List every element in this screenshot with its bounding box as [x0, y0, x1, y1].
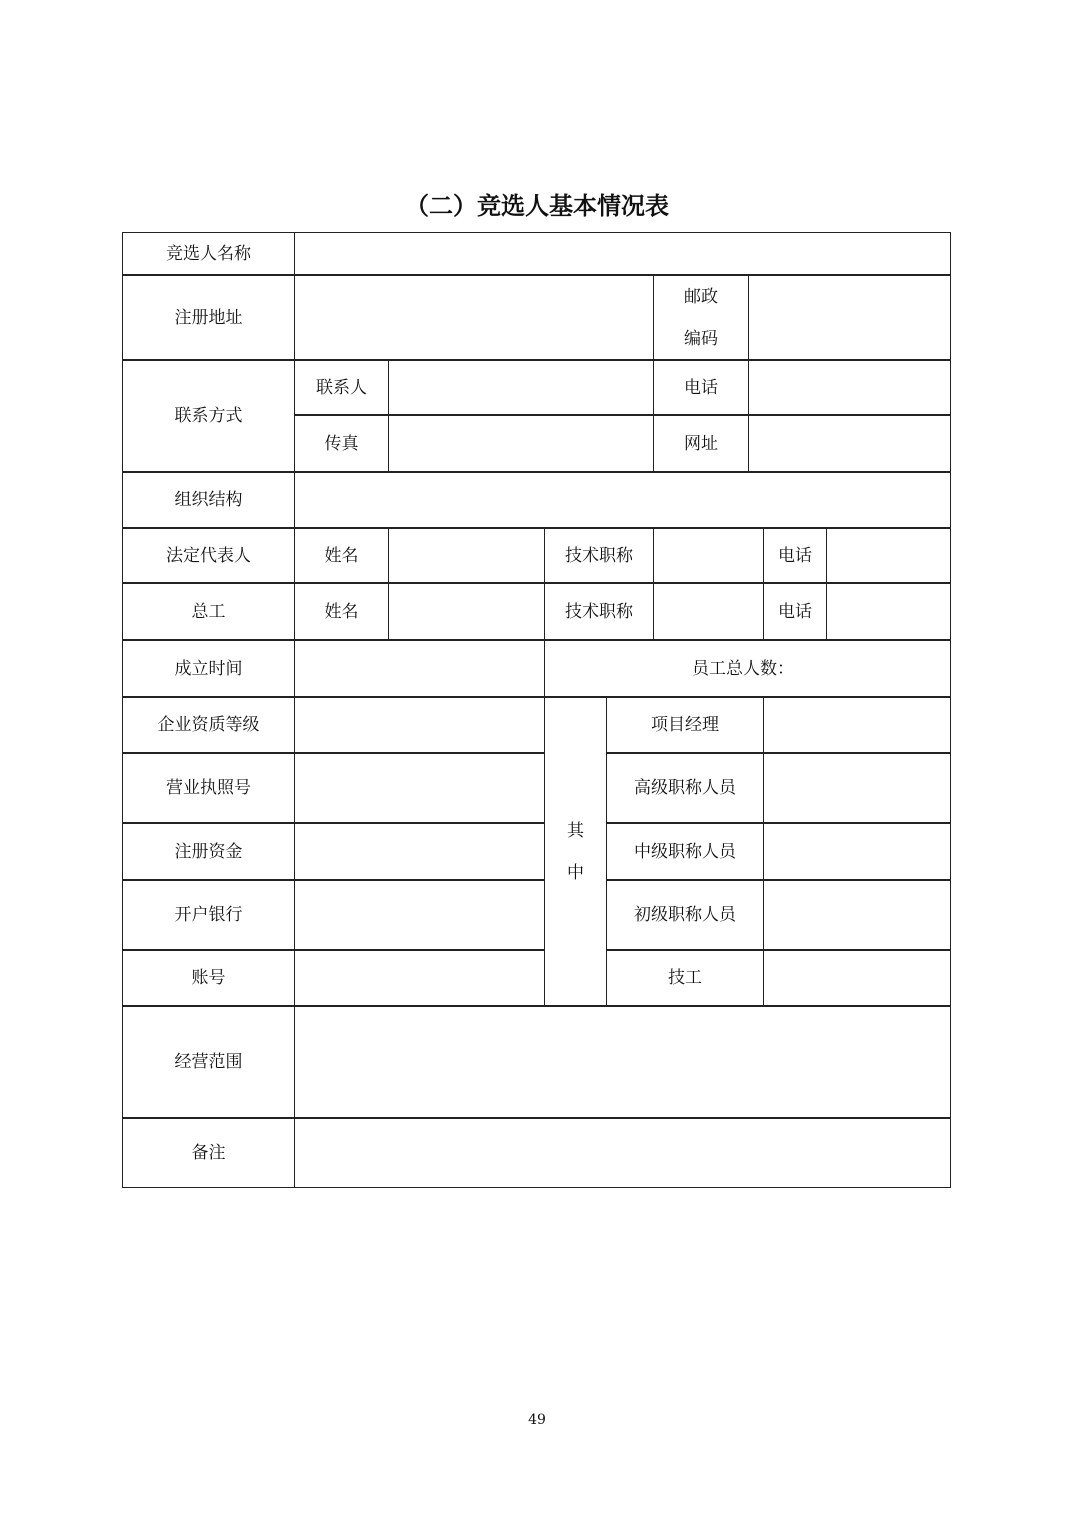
field-technician[interactable] [763, 950, 951, 1006]
label-senior-title: 高级职称人员 [606, 753, 764, 823]
label-website: 网址 [653, 415, 749, 472]
label-chief-engineer-name: 姓名 [294, 583, 389, 640]
field-legal-rep-phone[interactable] [826, 528, 951, 583]
field-postal-code[interactable] [748, 275, 951, 360]
field-account[interactable] [294, 950, 545, 1006]
field-remarks[interactable] [294, 1118, 951, 1188]
field-bidder-name[interactable] [294, 232, 951, 275]
field-contact-person[interactable] [388, 360, 654, 415]
label-of-which [544, 697, 607, 1006]
label-registered-address: 注册地址 [122, 275, 295, 360]
field-phone[interactable] [748, 360, 951, 415]
label-legal-rep: 法定代表人 [122, 528, 295, 583]
field-legal-rep-title[interactable] [653, 528, 764, 583]
label-license-no: 营业执照号 [122, 753, 295, 823]
field-registered-address[interactable] [294, 275, 654, 360]
label-qualification: 企业资质等级 [122, 697, 295, 753]
field-legal-rep-name[interactable] [388, 528, 545, 583]
field-website[interactable] [748, 415, 951, 472]
label-postal-code [653, 275, 749, 360]
label-junior-title: 初级职称人员 [606, 880, 764, 950]
page-number: 49 [528, 1412, 546, 1428]
label-legal-rep-name: 姓名 [294, 528, 389, 583]
label-chief-engineer: 总工 [122, 583, 295, 640]
field-qualification[interactable] [294, 697, 545, 753]
field-license-no[interactable] [294, 753, 545, 823]
page-title: （二）竞选人基本情况表 [405, 192, 669, 220]
field-junior-title[interactable] [763, 880, 951, 950]
label-contact-method: 联系方式 [122, 360, 295, 472]
label-project-manager: 项目经理 [606, 697, 764, 753]
label-legal-rep-phone: 电话 [763, 528, 827, 583]
label-of-which-text: 其中 [567, 820, 584, 883]
field-project-manager[interactable] [763, 697, 951, 753]
label-contact-person: 联系人 [294, 360, 389, 415]
label-registered-capital: 注册资金 [122, 823, 295, 880]
field-chief-engineer-phone[interactable] [826, 583, 951, 640]
field-chief-engineer-name[interactable] [388, 583, 545, 640]
label-established: 成立时间 [122, 640, 295, 697]
field-organization[interactable] [294, 472, 951, 528]
field-business-scope[interactable] [294, 1006, 951, 1118]
label-bank: 开户银行 [122, 880, 295, 950]
label-legal-rep-title: 技术职称 [544, 528, 654, 583]
label-remarks: 备注 [122, 1118, 295, 1188]
field-bank[interactable] [294, 880, 545, 950]
label-chief-engineer-phone: 电话 [763, 583, 827, 640]
label-business-scope: 经营范围 [122, 1006, 295, 1118]
field-established[interactable] [294, 640, 545, 697]
label-technician: 技工 [606, 950, 764, 1006]
label-organization: 组织结构 [122, 472, 295, 528]
label-phone: 电话 [653, 360, 749, 415]
label-mid-title: 中级职称人员 [606, 823, 764, 880]
field-senior-title[interactable] [763, 753, 951, 823]
label-account: 账号 [122, 950, 295, 1006]
field-mid-title[interactable] [763, 823, 951, 880]
label-chief-engineer-title: 技术职称 [544, 583, 654, 640]
field-registered-capital[interactable] [294, 823, 545, 880]
label-bidder-name: 竞选人名称 [122, 232, 295, 275]
label-postal-code-text: 邮政编码 [683, 286, 718, 349]
field-chief-engineer-title[interactable] [653, 583, 764, 640]
field-fax[interactable] [388, 415, 654, 472]
label-total-staff: 员工总人数： [544, 640, 951, 697]
label-fax: 传真 [294, 415, 389, 472]
